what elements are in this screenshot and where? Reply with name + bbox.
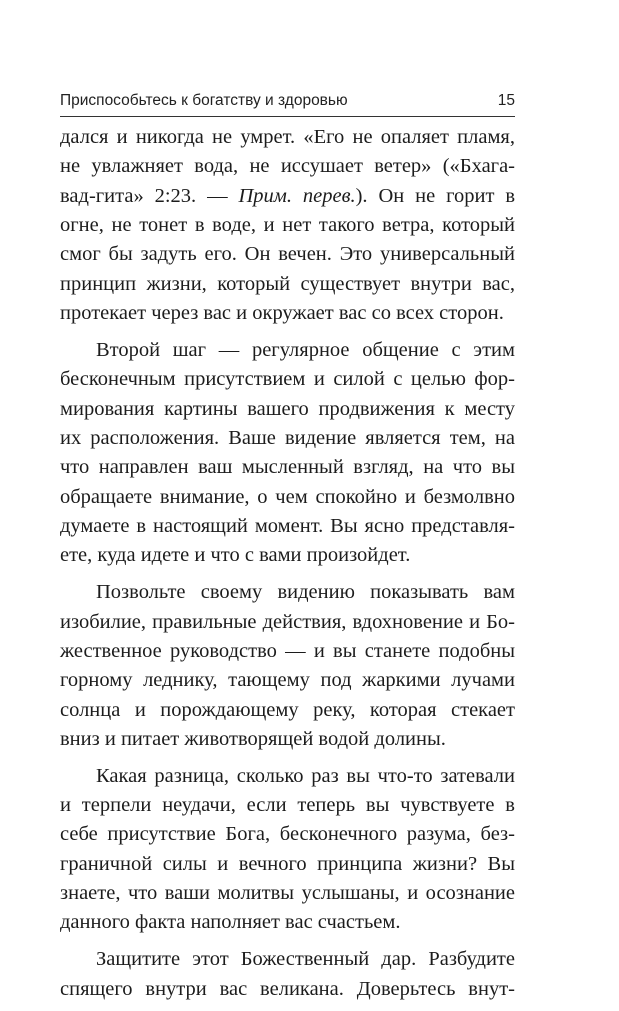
text-line: обращаете внимание, о чем спокойно и безмолвно	[60, 485, 515, 508]
text-line: жественное руководство — и вы станете подобны	[60, 639, 515, 662]
text-line: их расположения. Ваше видение является тем, на	[60, 426, 515, 449]
text-run: ). Он не горит в	[355, 184, 515, 207]
text-line: дался и никогда не умрет. «Его не опаляет пламя,	[60, 126, 515, 148]
text-line: и терпели неудачи, если теперь вы чувствуете в	[60, 794, 515, 817]
paragraph	[60, 336, 515, 571]
text-line: спящего внутри вас великана. Доверьтесь внут-	[60, 977, 515, 1000]
text-line: Какая разница, сколько раз вы что-то затевали	[96, 764, 515, 787]
text-line: бесконечным присутствием и силой с целью фор-	[60, 368, 515, 391]
text-line: себе присутствие Бога, бесконечного разума, без-	[60, 823, 515, 846]
text-run: вад-гита» 2:23. —	[60, 184, 239, 207]
text-line: что направлен ваш мысленный взгляд, на что вы	[60, 456, 515, 479]
text-line: протекает через вас и окружает вас со всех сторон.	[60, 302, 504, 325]
text-line: огне, не тонет в воде, и нет такого ветра, который	[60, 214, 515, 237]
text-line: смог бы задуть его. Он вечен. Это универсальный	[60, 243, 515, 266]
paragraph	[60, 762, 515, 938]
text-line: принцип жизни, который существует внутри вас,	[60, 272, 515, 295]
text-line: горному леднику, тающему под жаркими лучами	[60, 669, 515, 692]
text-line: ете, куда идете и что с вами произойдет.	[60, 544, 411, 567]
header-rule	[60, 116, 515, 117]
text-line	[60, 182, 515, 211]
paragraph	[60, 578, 515, 754]
italic-note: Прим. перев.	[238, 184, 356, 207]
text-line: Второй шаг — регулярное общение с этим	[96, 338, 515, 361]
text-line: изобилие, правильные действия, вдохновение и Бо-	[60, 610, 515, 633]
paragraph	[60, 945, 515, 1004]
text-line: граничной силы и вечного принципа жизни? Вы	[60, 852, 515, 875]
text-line: данного факта наполняет вас счастьем.	[60, 911, 401, 934]
text-line: знаете, что ваши молитвы услышаны, и осознание	[60, 882, 515, 905]
text-line: Позвольте своему видению показывать вам	[96, 581, 515, 604]
text-line: не увлажняет вода, не иссушает ветер» («Бхага-	[60, 155, 515, 178]
page-number: 15	[497, 92, 515, 109]
text-line: Защитите этот Божественный дар. Разбудите	[96, 948, 515, 971]
text-line: солнца и порождающему реку, которая стекает	[60, 698, 515, 721]
running-header	[60, 90, 515, 116]
text-line: вниз и питает животворящей водой долины.	[60, 727, 446, 750]
text-line: мирования картины вашего продвижения к месту	[60, 397, 515, 420]
text-line: думаете в настоящий момент. Вы ясно представля-	[60, 514, 515, 537]
body-text	[60, 123, 515, 1011]
running-title: Приспособьтесь к богатству и здоровью	[60, 92, 348, 109]
paragraph	[60, 123, 515, 328]
